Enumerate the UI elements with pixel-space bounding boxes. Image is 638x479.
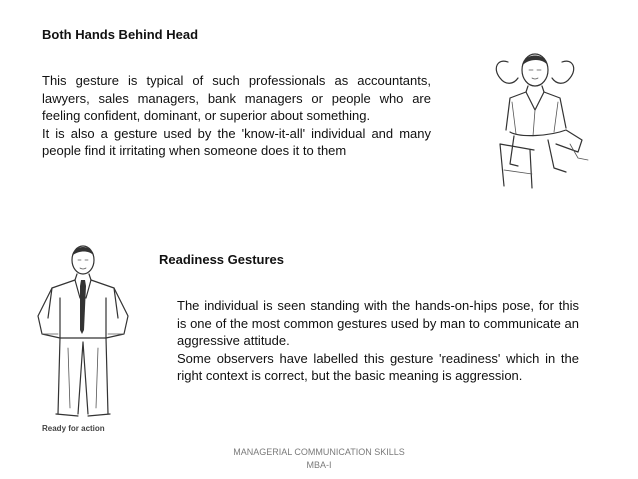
section2-paragraph-1: The individual is seen standing with the hands-on-hips pose, for this is one of the most common gestures used by man to communicate an aggressive attitude. [177,298,579,348]
footer [199,446,439,472]
section1-heading: Both Hands Behind Head [42,27,199,42]
section1-paragraph-2: It is also a gesture used by the 'know-it-all' individual and many people find it irritating when someone does it to them [42,125,431,158]
section2-body [177,297,579,385]
section2-heading: Readiness Gestures [159,252,285,267]
section2-paragraph-2: Some observers have labelled this gesture 'readiness' which in the right context is correct, but the basic meaning is aggression. [177,350,579,383]
standing-man-drawing [28,238,138,423]
hands-behind-head-illustration [470,40,600,190]
footer-program: MBA-I [306,460,332,470]
illustration-caption: Ready for action [42,424,105,433]
section1-body [42,72,431,160]
hands-on-hips-illustration [28,238,138,438]
seated-man-drawing [470,40,600,190]
section1-paragraph-1: This gesture is typical of such professionals as accountants, lawyers, sales managers, bank managers or people who are feeling confident, dominant, or superior about something. [42,73,431,123]
footer-course-title: MANAGERIAL COMMUNICATION SKILLS [233,447,405,457]
